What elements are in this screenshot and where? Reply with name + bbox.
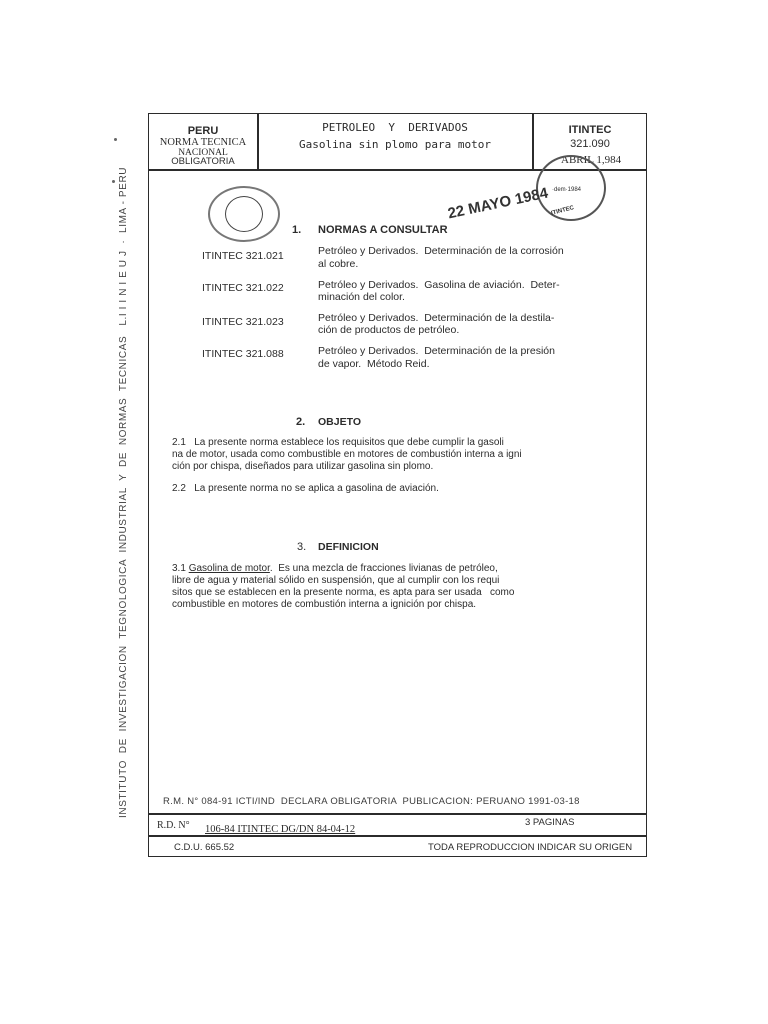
header-obligatoria: OBLIGATORIA: [171, 156, 235, 167]
reference-code: ITINTEC 321.022: [202, 282, 284, 294]
reference-desc-line1: Petróleo y Derivados. Determinación de la presión: [318, 345, 555, 357]
paragraph-3-1-first-line: [172, 563, 498, 575]
header-subtitle: Gasolina sin plomo para motor: [298, 138, 492, 151]
header-country: PERU: [187, 125, 219, 137]
scan-speck: [112, 180, 115, 183]
header-norma-tecnica: NORMA TECNICA: [159, 137, 247, 148]
header-title: PETROLEO Y DERIVADOS: [322, 121, 468, 134]
paragraph-2-1-line: na de motor, usada como combustible en motores de combustión interna a igni: [172, 449, 522, 460]
footer-divider-1: [148, 813, 647, 815]
reference-desc-line1: Petróleo y Derivados. Determinación de la corrosión: [318, 245, 564, 257]
footer-divider-2: [148, 835, 647, 837]
footer-rd-label: R.D. N°: [157, 820, 190, 831]
reference-desc-line2: minación del color.: [318, 291, 405, 303]
header-org: ITINTEC: [568, 124, 612, 136]
footer-page-count: 3 PAGINAS: [525, 817, 575, 828]
paragraph-3-1-line: combustible en motores de combustión interna a ignición por chispa.: [172, 599, 477, 610]
reference-code: ITINTEC 321.023: [202, 316, 284, 328]
section-2-number: 2.: [296, 416, 306, 428]
reference-desc-line2: ción de productos de petróleo.: [318, 324, 460, 336]
header-nacional: NACIONAL: [178, 148, 228, 158]
reference-desc-line2: al cobre.: [318, 258, 359, 270]
seal-inner-ring: [225, 196, 263, 232]
sidebar-institute-text: INSTITUTO DE INVESTIGACION TEGNOLOGICA INDUSTRIAL Y DE NORMAS TECNICAS L.I I I N I E U J · LIMA - PERU: [118, 166, 129, 818]
reference-desc-line1: Petróleo y Derivados. Determinación de la destila-: [318, 312, 555, 324]
footer-cdu: C.D.U. 665.52: [174, 842, 235, 853]
reference-desc-line1: Petróleo y Derivados. Gasolina de aviación. Deter-: [318, 279, 560, 291]
section-3-title: DEFINICION: [318, 541, 379, 553]
reference-code: ITINTEC 321.088: [202, 348, 284, 360]
paragraph-rest: . Es una mezcla de fracciones livianas de petróleo,: [269, 563, 498, 574]
section-2-title: OBJETO: [318, 416, 361, 428]
info-center-seal-stamp: [208, 186, 280, 242]
section-3-number: 3.: [297, 541, 307, 553]
paragraph-2-1-line: 2.1 La presente norma establece los requisitos que debe cumplir la gasoli: [172, 437, 504, 448]
footer-reproduction-notice: TODA REPRODUCCION INDICAR SU ORIGEN: [428, 842, 633, 853]
paragraph-prefix: 3.1: [172, 563, 189, 574]
scan-speck: [114, 138, 117, 141]
paragraph-3-1-line: libre de agua y material sólido en suspensión, que al cumplir con los requi: [172, 575, 500, 586]
seal-inner-text: ·dem·1984: [552, 187, 582, 193]
reference-desc-line2: de vapor. Método Reid.: [318, 358, 430, 370]
section-1-number: 1.: [292, 224, 302, 236]
paragraph-3-1-line: sitos que se establecen en la presente norma, es apta para ser usada como: [172, 587, 515, 598]
header-code: 321.090: [570, 138, 610, 150]
seal-bottom-text: ITINTEC: [550, 205, 575, 217]
footer-resolution-ministerial: R.M. N° 084-91 ICTI/IND DECLARA OBLIGATORIA PUBLICACION: PERUANO 1991-03-18: [163, 796, 580, 807]
section-1-title: NORMAS A CONSULTAR: [318, 224, 448, 236]
paragraph-2-2-line: 2.2 La presente norma no se aplica a gasolina de aviación.: [172, 483, 439, 494]
received-date-stamp: 22 MAYO 1984: [446, 184, 550, 223]
footer-rd-value: 106-84 ITINTEC DG/DN 84-04-12: [205, 824, 356, 835]
header-date: ABRIL 1,984: [561, 154, 622, 166]
defined-term: Gasolina de motor: [188, 563, 270, 574]
reference-code: ITINTEC 321.021: [202, 250, 284, 262]
paragraph-2-1-line: ción por chispa, diseñados para utilizar gasolina sin plomo.: [172, 461, 434, 472]
